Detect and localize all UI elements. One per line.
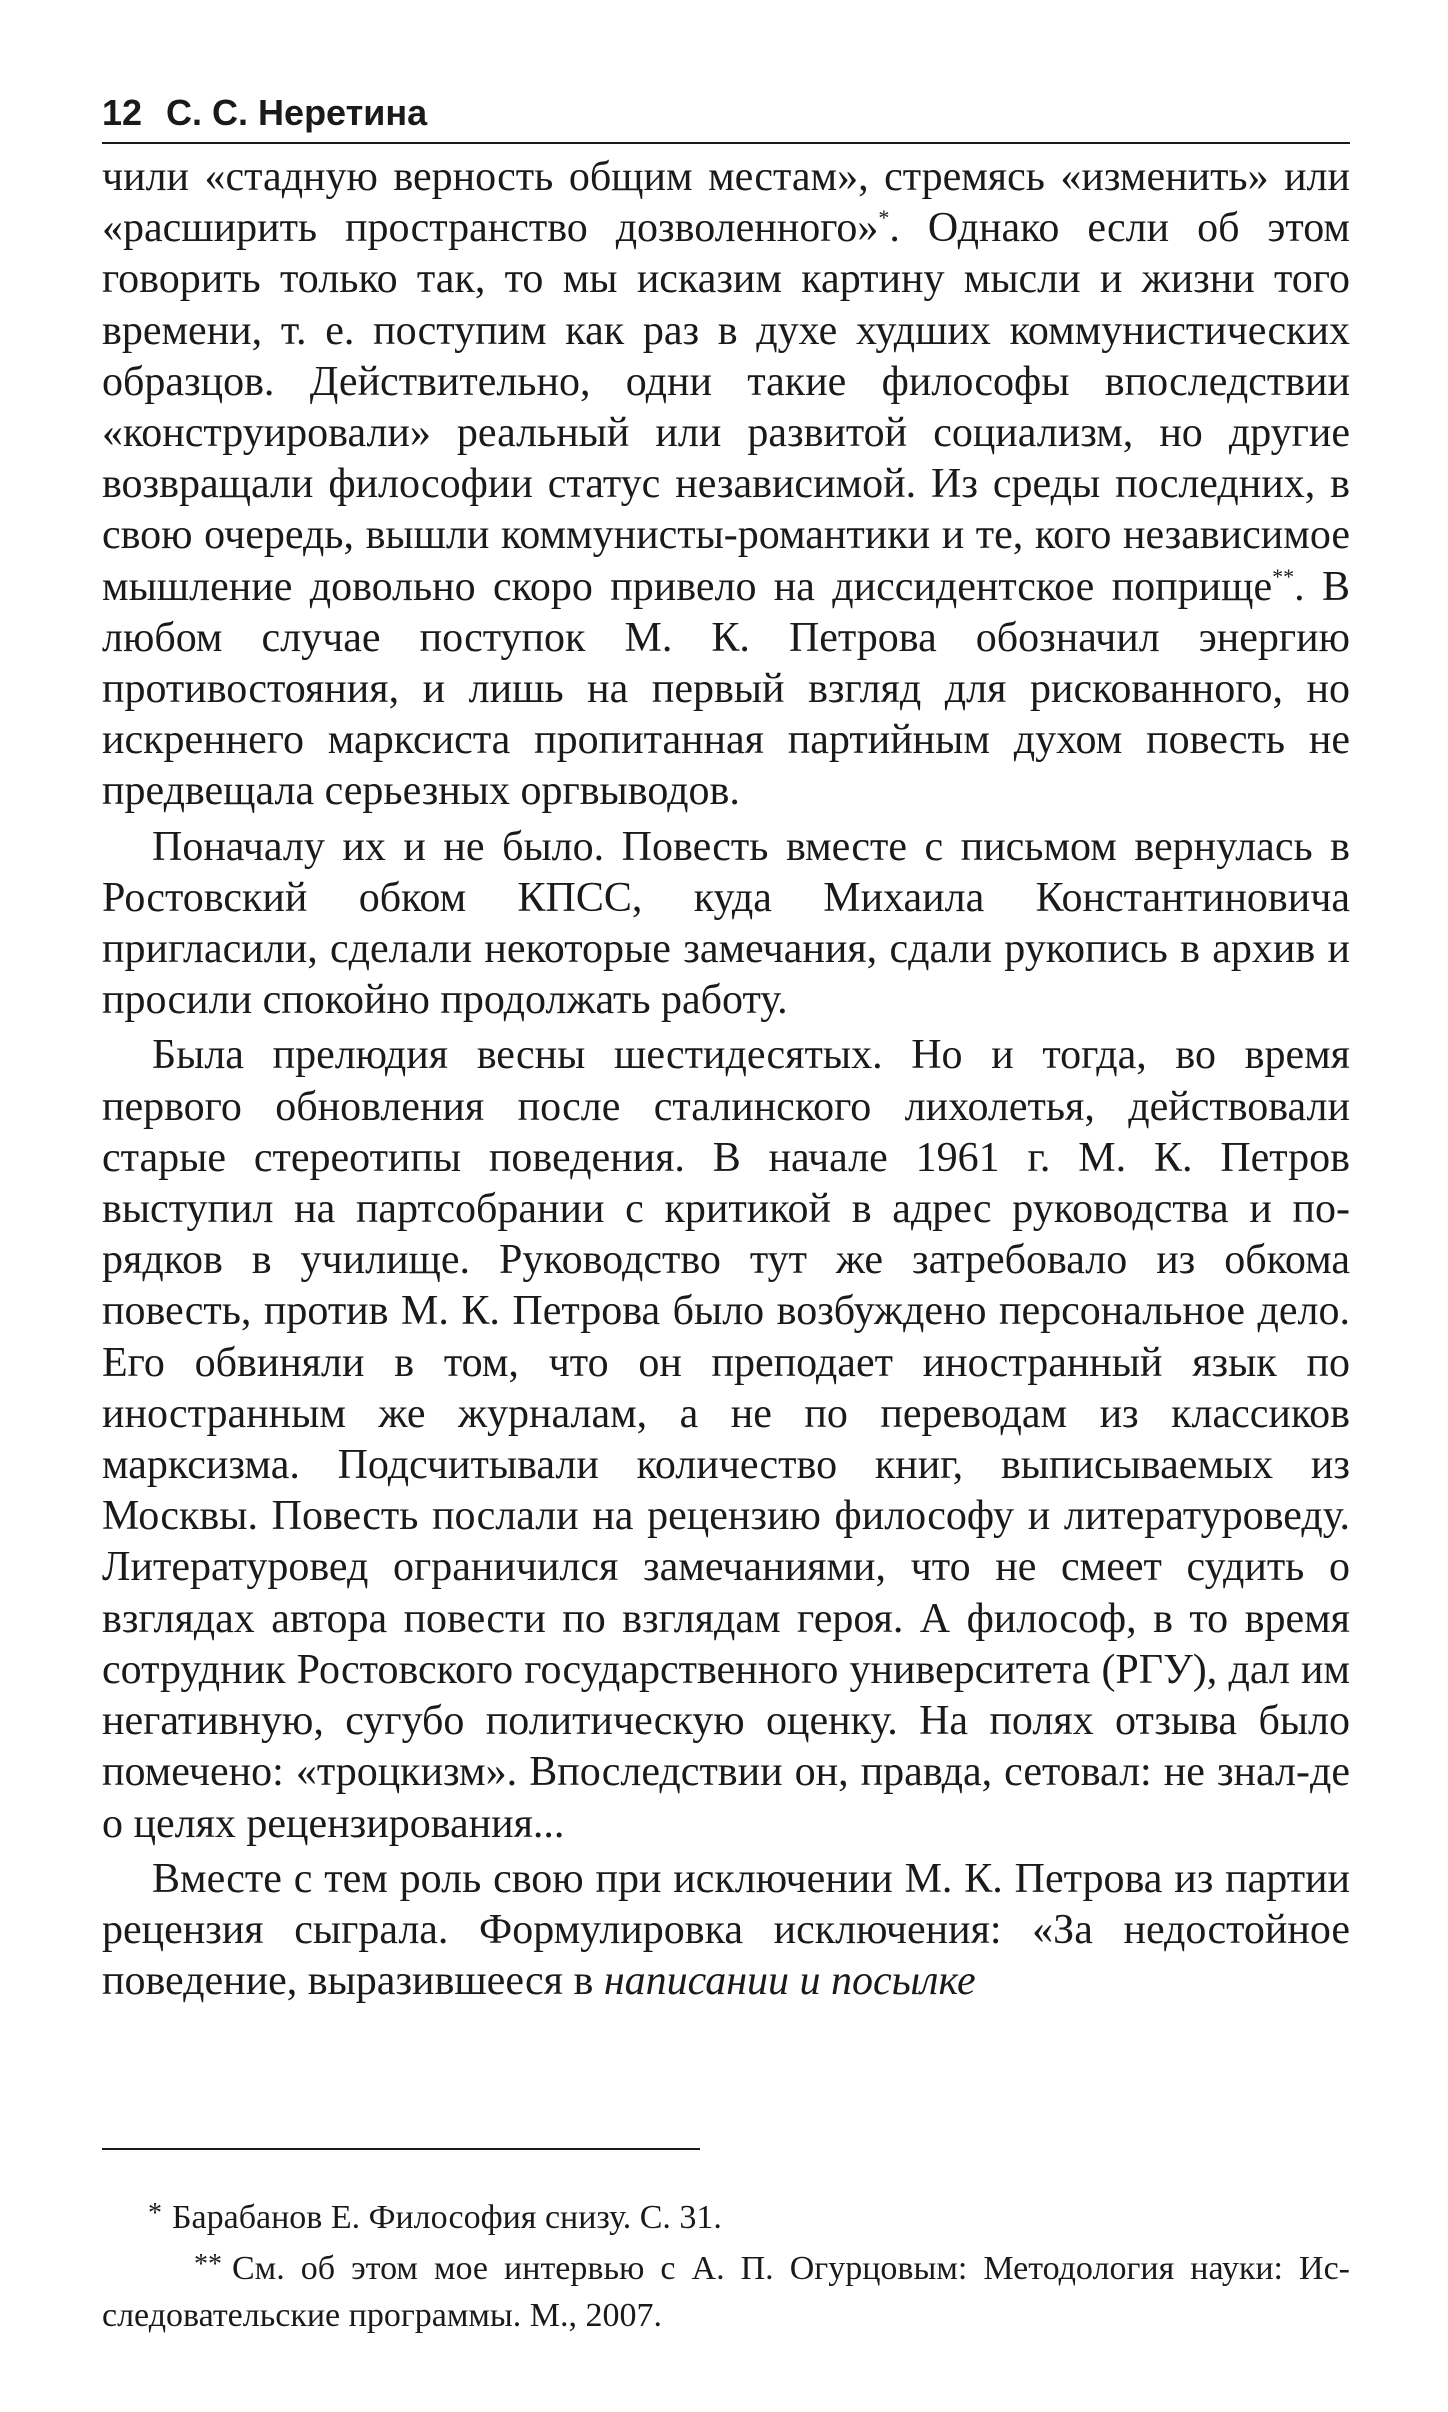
paragraph-1 xyxy=(102,152,1350,818)
footnote-ref-2: ** xyxy=(1272,563,1295,589)
main-text xyxy=(102,152,1350,2007)
paragraph-4-italic: написании и посылке xyxy=(603,1958,976,2005)
footnote-divider xyxy=(102,2148,700,2150)
footnote-2-text: См. об этом мое интервью с А. П. Огурцовым: Методология науки: Исследовательские программы. М., 2007. xyxy=(102,2250,1350,2334)
paragraph-2: Поначалу их и не было. Повесть вместе с письмом вернулась в Ростовский обком КПСС, куда Михаила Константиновича пригласили, сделали некоторые замечания, сдали рукопись в архив и просили спокойно продолжать работу. xyxy=(102,823,1350,1024)
paragraph-1-part-a: чили «стадную верность общим местам», стремясь «изменить» или «расширить пространство дозволенного» xyxy=(102,154,1350,252)
paragraph-1-part-c: . В любом случае поступок М. К. Петрова обозначил энергию противостояния, и лишь на первый взгляд для рискованного, но искреннего марксиста пропитанная партийным духом повесть не предвещала серьезных оргвыводов. xyxy=(102,563,1350,815)
running-header xyxy=(102,92,1350,144)
page xyxy=(102,92,1350,2007)
footnote-1 xyxy=(102,2190,1350,2241)
paragraph-4 xyxy=(102,1854,1350,2008)
paragraph-1-part-b: . Однако если об этом говорить только так, то мы исказим картину мысли и жизни того времени, т. е. поступим как раз в духе худших коммунистических образцов. Действительно, одни такие философы впоследствии «конструировали» реальный или развитой социализм, но другие возвращали философии статус независимой. Из среды последних, в свою очередь, вышли коммунисты-романтики и те, кого независимое мышление довольно скоро привело на диссидентское поприще xyxy=(102,205,1351,610)
running-header-author: С. С. Неретина xyxy=(166,92,428,133)
paragraph-3: Была прелюдия весны шестидесятых. Но и тогда, во время первого обновления после сталинского лихолетья, действовали старые стереотипы поведения. В начале 1961 г. М. К. Петров выступил на партсобрании с критикой в адрес руководства и порядков в училище. Руководство тут же затребовало из обкома повесть, против М. К. Петрова было возбуждено персональное дело. Его обвиняли в том, что он преподает иностранный язык по иностранным же журналам, а не по переводам из классиков марксизма. Подсчитывали количество книг, выписываемых из Москвы. Повесть послали на рецензию философу и литературоведу. Литературовед ограничился замечаниями, что не смеет судить о взглядах автора повести по взглядам героя. А философ, в то время сотрудник Ростовского государственного университета (РГУ), дал им негативную, сугубо политическую оценку. На полях отзыва было помечено: «троцкизм». Впоследствии он, правда, сетовал: не знал-де о целях рецензирования... xyxy=(102,1032,1350,1847)
footnote-1-mark: * xyxy=(148,2198,162,2229)
footnote-ref-1: * xyxy=(878,205,890,231)
footnote-1-text: Барабанов Е. Философия снизу. С. 31. xyxy=(172,2199,722,2236)
page-number: 12 xyxy=(102,92,143,133)
footnotes xyxy=(102,2190,1350,2339)
paragraph-4-text: Вместе с тем роль свою при исключении М. К. Петрова из партии рецензия сыграла. Формулировка исключения: «За недостойное поведение, выразившееся в xyxy=(102,1855,1350,2005)
footnote-2 xyxy=(102,2241,1350,2339)
footnote-2-mark: ** xyxy=(194,2249,222,2280)
